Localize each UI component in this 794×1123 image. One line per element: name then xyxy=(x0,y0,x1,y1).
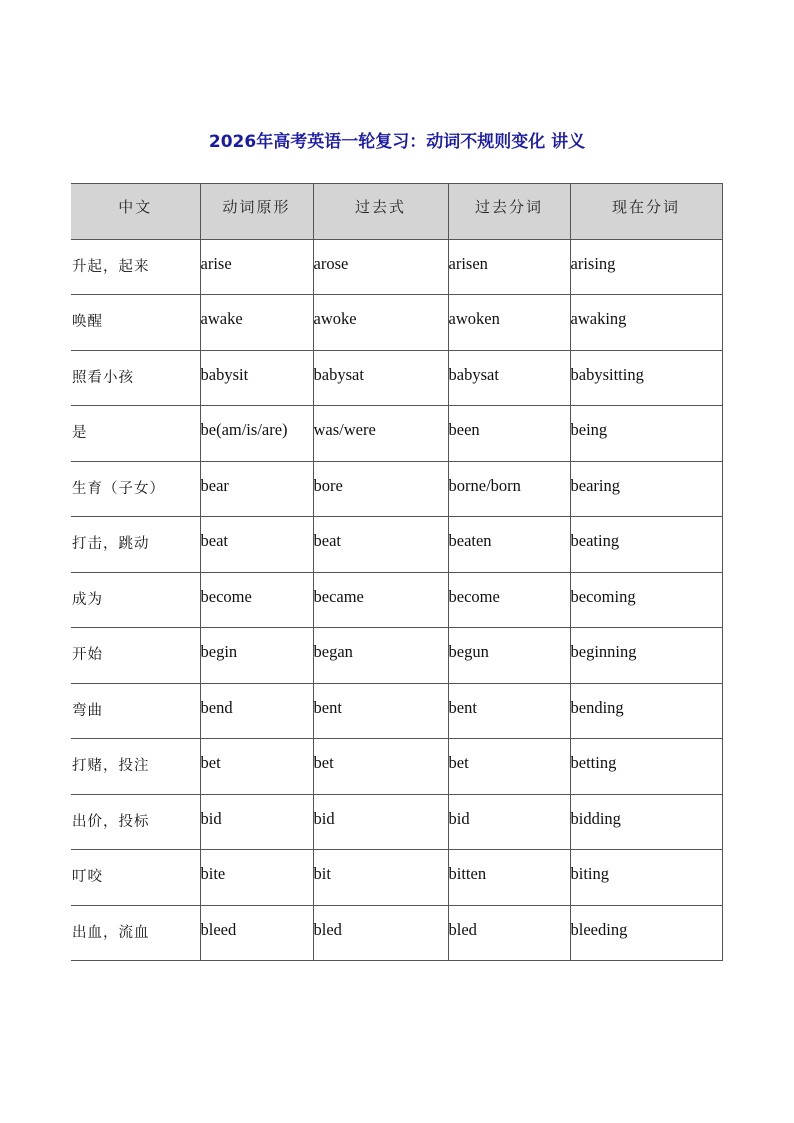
table-row xyxy=(71,406,722,462)
cell-base-form: beat xyxy=(200,517,313,573)
cell-present-participle: arising xyxy=(570,239,722,295)
cell-past-tense: babysat xyxy=(313,350,448,406)
cell-past-tense: bit xyxy=(313,850,448,906)
cell-present-participle: bidding xyxy=(570,794,722,850)
cell-chinese: 生育（子女） xyxy=(71,461,200,517)
table-row xyxy=(71,461,722,517)
cell-present-participle: biting xyxy=(570,850,722,906)
table-row xyxy=(71,628,722,684)
cell-past-participle: bitten xyxy=(448,850,570,906)
cell-chinese: 照看小孩 xyxy=(71,350,200,406)
cell-present-participle: bleeding xyxy=(570,905,722,961)
cell-base-form: bid xyxy=(200,794,313,850)
table-body xyxy=(71,239,722,961)
cell-chinese: 升起，起来 xyxy=(71,239,200,295)
cell-chinese: 成为 xyxy=(71,572,200,628)
table-row xyxy=(71,905,722,961)
cell-past-participle: beaten xyxy=(448,517,570,573)
table-row xyxy=(71,239,722,295)
cell-past-participle: become xyxy=(448,572,570,628)
cell-base-form: awake xyxy=(200,295,313,351)
cell-base-form: bear xyxy=(200,461,313,517)
header-present-participle: 现在分词 xyxy=(570,184,722,240)
table-row xyxy=(71,794,722,850)
cell-chinese: 是 xyxy=(71,406,200,462)
table-row xyxy=(71,572,722,628)
cell-past-participle: arisen xyxy=(448,239,570,295)
table-row xyxy=(71,350,722,406)
cell-past-participle: awoken xyxy=(448,295,570,351)
cell-present-participle: awaking xyxy=(570,295,722,351)
irregular-verbs-table xyxy=(71,183,723,961)
cell-present-participle: betting xyxy=(570,739,722,795)
cell-present-participle: being xyxy=(570,406,722,462)
cell-past-participle: bent xyxy=(448,683,570,739)
cell-base-form: babysit xyxy=(200,350,313,406)
cell-past-tense: was/were xyxy=(313,406,448,462)
cell-past-tense: arose xyxy=(313,239,448,295)
cell-base-form: be(am/is/are) xyxy=(200,406,313,462)
table-row xyxy=(71,295,722,351)
cell-past-tense: bent xyxy=(313,683,448,739)
cell-present-participle: bending xyxy=(570,683,722,739)
header-past-tense: 过去式 xyxy=(313,184,448,240)
cell-past-participle: borne/born xyxy=(448,461,570,517)
cell-base-form: become xyxy=(200,572,313,628)
cell-base-form: bite xyxy=(200,850,313,906)
header-past-participle: 过去分词 xyxy=(448,184,570,240)
cell-past-participle: bled xyxy=(448,905,570,961)
cell-chinese: 打击，跳动 xyxy=(71,517,200,573)
cell-chinese: 出血，流血 xyxy=(71,905,200,961)
document-title: 2026年高考英语一轮复习：动词不规则变化 讲义 xyxy=(208,132,586,152)
cell-present-participle: beating xyxy=(570,517,722,573)
cell-past-participle: babysat xyxy=(448,350,570,406)
table-row xyxy=(71,517,722,573)
cell-chinese: 开始 xyxy=(71,628,200,684)
cell-past-participle: begun xyxy=(448,628,570,684)
table-row xyxy=(71,850,722,906)
cell-chinese: 出价，投标 xyxy=(71,794,200,850)
cell-past-participle: bid xyxy=(448,794,570,850)
table-header-row xyxy=(71,184,722,240)
cell-base-form: arise xyxy=(200,239,313,295)
cell-present-participle: beginning xyxy=(570,628,722,684)
cell-chinese: 叮咬 xyxy=(71,850,200,906)
cell-past-tense: began xyxy=(313,628,448,684)
cell-past-tense: awoke xyxy=(313,295,448,351)
cell-past-participle: bet xyxy=(448,739,570,795)
cell-chinese: 弯曲 xyxy=(71,683,200,739)
cell-chinese: 唤醒 xyxy=(71,295,200,351)
cell-chinese: 打赌，投注 xyxy=(71,739,200,795)
cell-past-tense: beat xyxy=(313,517,448,573)
cell-past-tense: became xyxy=(313,572,448,628)
cell-base-form: begin xyxy=(200,628,313,684)
cell-past-tense: bled xyxy=(313,905,448,961)
cell-past-tense: bet xyxy=(313,739,448,795)
table-row xyxy=(71,683,722,739)
table-row xyxy=(71,739,722,795)
cell-past-participle: been xyxy=(448,406,570,462)
cell-past-tense: bore xyxy=(313,461,448,517)
cell-base-form: bleed xyxy=(200,905,313,961)
header-base-form: 动词原形 xyxy=(200,184,313,240)
cell-past-tense: bid xyxy=(313,794,448,850)
header-chinese: 中文 xyxy=(71,184,200,240)
cell-base-form: bend xyxy=(200,683,313,739)
cell-base-form: bet xyxy=(200,739,313,795)
cell-present-participle: bearing xyxy=(570,461,722,517)
cell-present-participle: becoming xyxy=(570,572,722,628)
cell-present-participle: babysitting xyxy=(570,350,722,406)
